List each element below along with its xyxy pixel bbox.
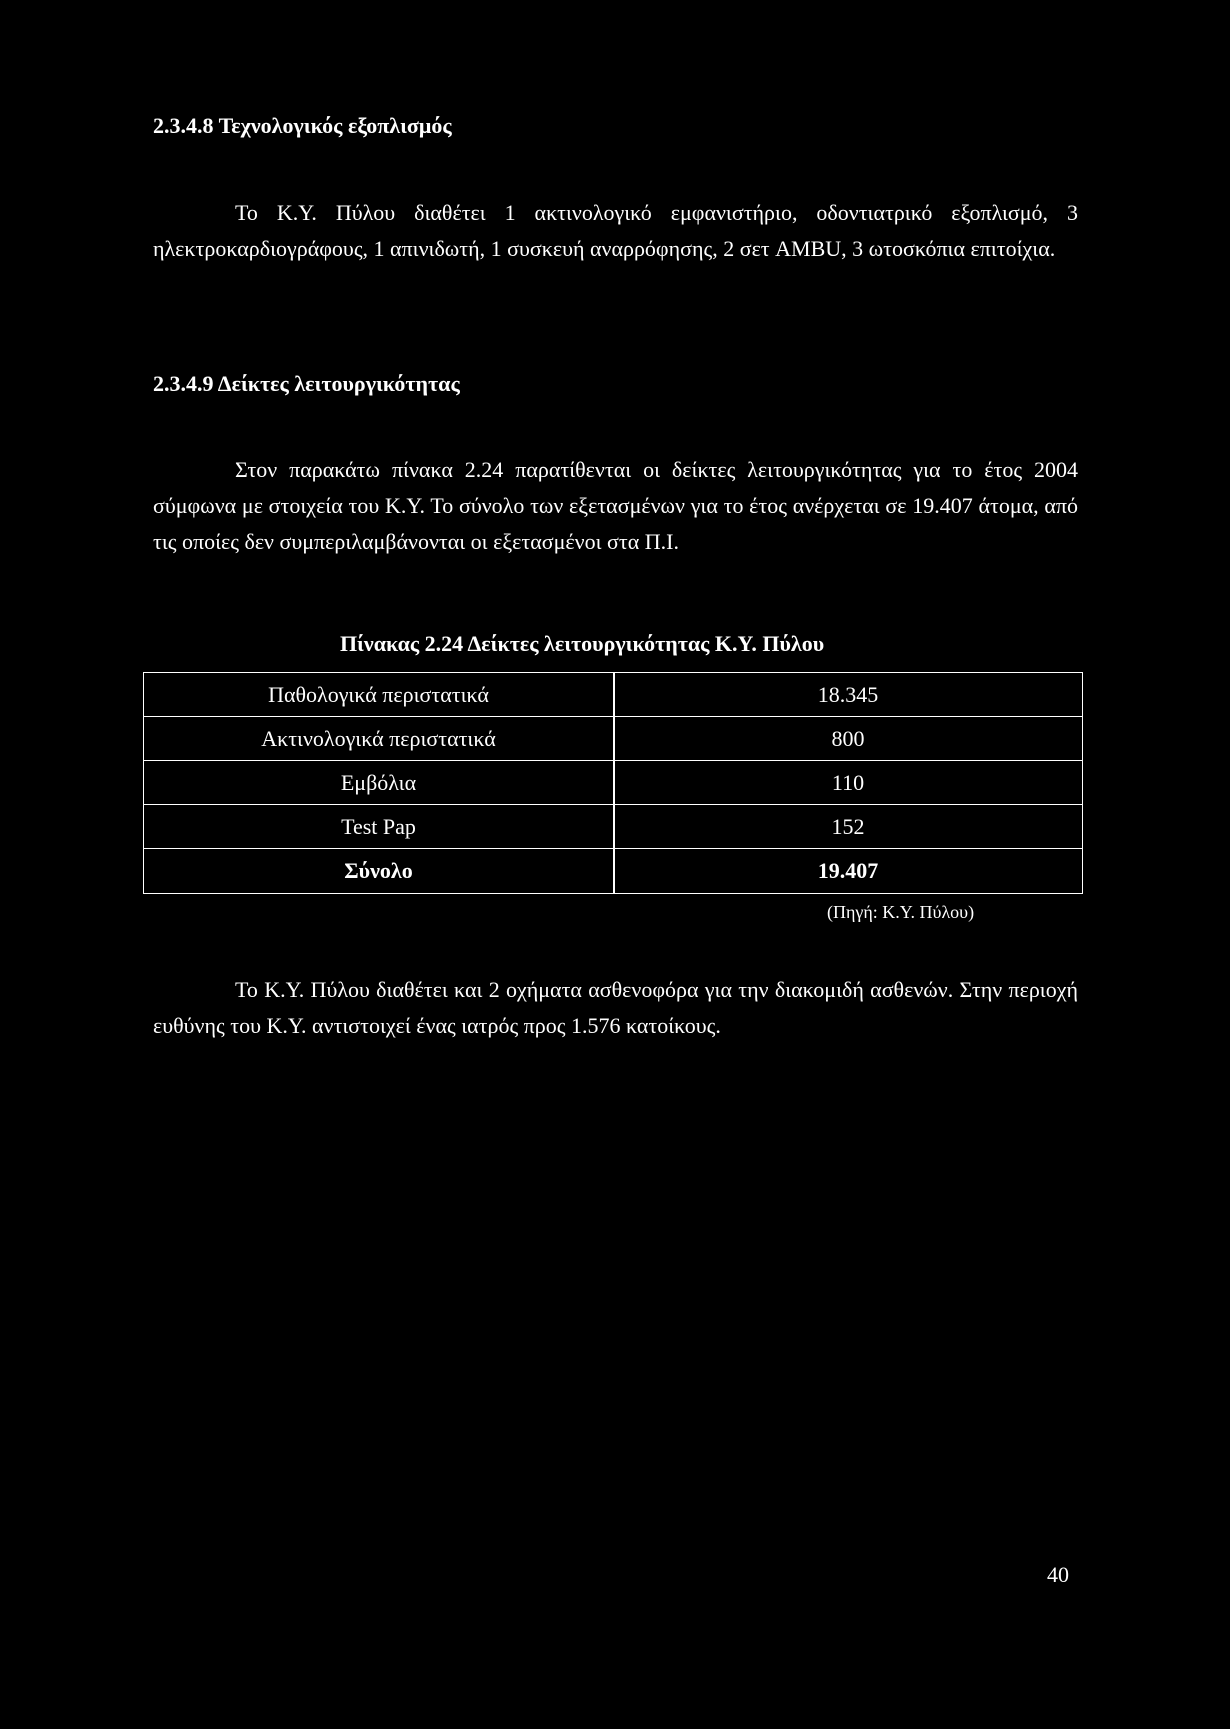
table-caption: Πίνακας 2.24 Δείκτες λειτουργικότητας Κ.Υ. Πύλου: [340, 631, 825, 656]
table-cell-label: Εμβόλια: [340, 770, 417, 795]
table-cell-value: 110: [831, 770, 865, 795]
table-row: [144, 805, 1082, 849]
table-row: [144, 761, 1082, 805]
table-row: [144, 717, 1082, 761]
table-cell-label: Παθολογικά περιστατικά: [268, 682, 489, 707]
table-cell-label: Ακτινολογικά περιστατικά: [261, 726, 496, 751]
closing-paragraph: Το Κ.Υ. Πύλου διαθέτει και 2 οχήματα ασθενοφόρα για την διακομιδή ασθενών. Στην περιοχή ευθύνης του Κ.Υ. αντιστοιχεί ένας ιατρός προς 1.576 κατοίκους.: [153, 977, 1078, 1038]
section-heading-2-3-4-9: 2.3.4.9 Δείκτες λειτουργικότητας: [153, 371, 460, 396]
indicators-table: [143, 672, 1083, 894]
table-cell-label: Test Pap: [341, 814, 416, 839]
table-source: (Πηγή: Κ.Υ. Πύλου): [827, 902, 975, 922]
table-cell-total-value: 19.407: [817, 858, 879, 883]
page-number: 40: [1047, 1562, 1069, 1587]
section-heading-2-3-4-8: 2.3.4.8 Τεχνολογικός εξοπλισμός: [153, 113, 452, 138]
table-cell-value: 152: [831, 814, 865, 839]
table-cell-value: 800: [831, 726, 865, 751]
table-cell-value: 18.345: [817, 682, 879, 707]
equipment-paragraph: Το Κ.Υ. Πύλου διαθέτει 1 ακτινολογικό εμφανιστήριο, οδοντιατρικό εξοπλισμό, 3 ηλεκτροκαρδιογράφους, 1 απινιδωτή, 1 συσκευή αναρρόφησης, 2 σετ AMBU, 3 ωτοσκόπια επιτοίχια.: [153, 200, 1078, 261]
table-cell-total-label: Σύνολο: [344, 858, 413, 883]
table-row-total: [144, 849, 1082, 893]
table-row: [144, 673, 1082, 717]
indicators-paragraph: Στον παρακάτω πίνακα 2.24 παρατίθενται οι δείκτες λειτουργικότητας για το έτος 2004 σύμφωνα με στοιχεία του Κ.Υ. Το σύνολο των εξετασμένων για το έτος ανέρχεται σε 19.407 άτομα, από τις οποίες δεν συμπεριλαμβάνονται οι εξετασμένοι στα Π.Ι.: [153, 457, 1078, 554]
